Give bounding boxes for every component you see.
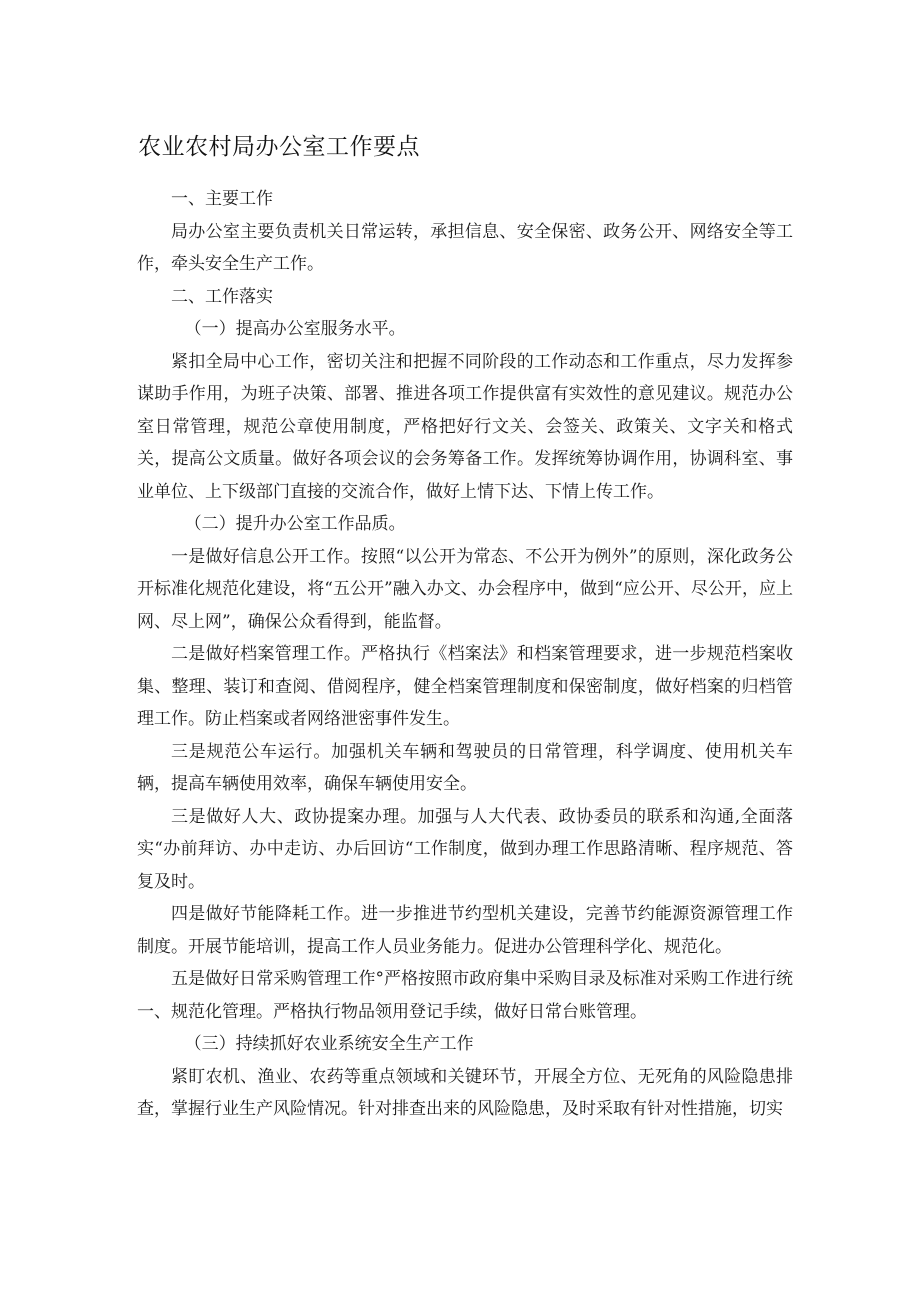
paragraph-vehicle-management: 三是规范公车运行。加强机关车辆和驾驶员的日常管理，科学调度、使用机关车辆，提高车辆使用效率，确保车辆使用安全。: [137, 741, 793, 794]
paragraph-proposal-handling: 三是做好人大、政协提案办理。加强与人大代表、政协委员的联系和沟通,全面落实“办前拜访、办中走访、办后回访“工作制度，做到办理工作思路清晰、程序规范、答复及时。: [137, 806, 793, 892]
paragraph-service-level: 紧扣全局中心工作，密切关注和把握不同阶段的工作动态和工作重点，尽力发挥参谋助手作用，为班子决策、部署、推进各项工作提供富有实效性的意见建议。规范办公室日常管理，规范公章使用制度，严格把好行文关、会签关、政策关、文字关和格式关，提高公文质量。做好各项会议的会务筹备工作。发挥统筹协调作用，协调科室、事业单位、上下级部门直接的交流合作，做好上情下达、下情上传工作。: [137, 351, 793, 502]
subheading-safety-production: （三）持续抓好农业系统安全生产工作: [184, 1034, 474, 1054]
paragraph-energy-saving: 四是做好节能降耗工作。进一步推进节约型机关建设，完善节约能源资源管理工作制度。开展节能培训，提高工作人员业务能力。促进办公管理科学化、规范化。: [137, 904, 793, 957]
document-body: [137, 183, 793, 1126]
paragraph-info-disclosure: 一是做好信息公开工作。按照“以公开为常态、不公开为例外”的原则，深化政务公开标准化规范化建设，将“五公开”融入办文、办会程序中，做到“应公开、尽公开，应上网、尽上网”，确保公众看得到，能监督。: [137, 546, 793, 632]
subheading-service-level: （一）提高办公室服务水平。: [184, 319, 406, 339]
paragraph-main-work: 局办公室主要负责机关日常运转，承担信息、安全保密、政务公开、网络安全等工作，牵头安全生产工作。: [137, 221, 793, 274]
paragraph-archive-management: 二是做好档案管理工作。严格执行《档案法》和档案管理要求，进一步规范档案收集、整理、装订和查阅、借阅程序，健全档案管理制度和保密制度，做好档案的归档管理工作。防止档案或者网络泄密事件发生。: [137, 644, 793, 729]
subheading-work-quality: （二）提升办公室工作品质。: [184, 514, 406, 534]
document-title: 农业农村局办公室工作要点: [138, 134, 420, 160]
paragraph-safety-production: 紧盯农机、渔业、农药等重点领域和关键环节，开展全方位、无死角的风险隐患排查，掌握行业生产风险情况。针对排查出来的风险隐患，及时采取有针对性措施，切实: [137, 1066, 793, 1119]
paragraph-procurement: 五是做好日常采购管理工作°严格按照市政府集中采购目录及标准对采购工作进行统一、规范化管理。严格执行物品领用登记手续，做好日常台账管理。: [137, 969, 793, 1022]
section-heading-main-work: 一、主要工作: [171, 189, 273, 209]
section-heading-implementation: 二、工作落实: [171, 286, 273, 307]
